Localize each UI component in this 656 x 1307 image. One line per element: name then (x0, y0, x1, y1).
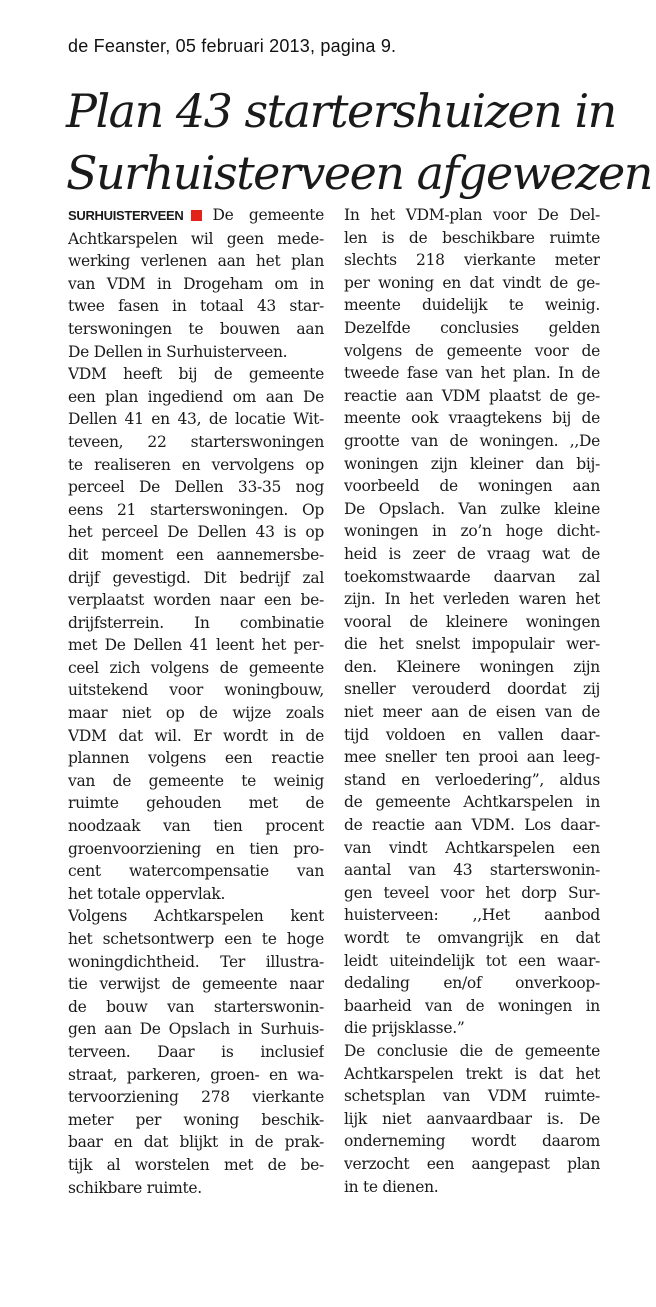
body-line: woningen in zo’n hoge dicht- (344, 522, 600, 541)
first-line (68, 204, 324, 228)
body-line: schetsplan van VDM ruimte- (344, 1087, 600, 1106)
body-line: baarheid van de woningen in (344, 996, 600, 1015)
headline-line-1: Plan 43 startershuizen in (66, 84, 616, 138)
body-line: voorbeeld de woningen aan (344, 477, 600, 496)
body-line: groenvoorziening en tien pro- (68, 839, 324, 858)
body-line: meente ook vraagtekens bij de (344, 409, 600, 428)
body-line: Dezelfde conclusies gelden (344, 318, 600, 337)
body-line: den. Kleinere woningen zijn (344, 657, 600, 676)
body-line: De Dellen in Surhuisterveen. (68, 342, 288, 361)
body-line: mee sneller ten prooi aan leeg- (344, 748, 600, 767)
body-line: verplaatst worden naar een be- (68, 591, 324, 610)
body-line: woningdichtheid. Ter illustra- (68, 952, 324, 971)
body-line: Volgens Achtkarspelen kent (68, 907, 324, 926)
body-line: onderneming wordt daarom (344, 1132, 600, 1151)
article-column-right (344, 204, 600, 1198)
body-line: VDM dat wil. Er wordt in de (68, 726, 324, 745)
body-line: terswoningen te bouwen aan (68, 319, 324, 338)
body-line: grootte van de woningen. ,,De (344, 431, 600, 450)
body-line: werking verlenen aan het plan (68, 252, 324, 271)
source-citation: de Feanster, 05 februari 2013, pagina 9. (68, 36, 397, 56)
body-line: een plan ingediend om aan De (68, 387, 324, 406)
body-line: tijd voldoen en vallen daar- (344, 725, 600, 744)
body-line: tijk al worstelen met de be- (68, 1155, 324, 1174)
body-line: drijf gevestigd. Dit bedrijf zal (68, 568, 324, 587)
body-line: noodzaak van tien procent (68, 817, 324, 836)
body-line: Achtkarspelen wil geen mede- (68, 229, 324, 248)
body-line: van de gemeente te weinig (68, 771, 324, 790)
body-line: die het snelst impopulair wer- (344, 635, 600, 654)
body-line: baar en dat blijkt in de prak- (68, 1133, 324, 1152)
body-line: die prijsklasse.” (344, 1019, 465, 1038)
body-line: met De Dellen 41 leent het per- (68, 636, 324, 655)
body-line: woningen zijn kleiner dan bij- (344, 454, 600, 473)
body-line: reactie aan VDM plaatst de ge- (344, 386, 600, 405)
body-line: dedaling en/of onverkoop- (344, 974, 600, 993)
dateline: SURHUISTERVEEN (68, 208, 184, 223)
body-line: Achtkarspelen trekt is dat het (344, 1064, 600, 1083)
body-line: eens 21 starterswoningen. Op (68, 500, 324, 519)
body-line: ruimte gehouden met de (68, 794, 324, 813)
article-headline (66, 80, 652, 204)
body-line: volgens de gemeente voor de (344, 341, 600, 360)
body-line: tervoorziening 278 vierkante (68, 1088, 324, 1107)
body-line: schikbare ruimte. (68, 1178, 202, 1197)
body-line: maar niet op de wijze zoals (68, 704, 324, 723)
body-line: dit moment een aannemersbe- (68, 545, 324, 564)
body-line: in te dienen. (344, 1177, 439, 1196)
body-line: cent watercompensatie van (68, 862, 324, 881)
body-line: te realiseren en vervolgens op (68, 455, 324, 474)
body-line: het totale oppervlak. (68, 884, 226, 903)
body-line: plannen volgens een reactie (68, 749, 324, 768)
body-line: wordt te omvangrijk en dat (344, 929, 600, 947)
body-line: slechts 218 vierkante meter (344, 251, 600, 270)
body-line: toekomstwaarde daarvan zal (344, 567, 600, 586)
body-line: de gemeente Achtkarspelen in (344, 793, 600, 812)
body-line: het perceel De Dellen 43 is op (68, 523, 324, 542)
body-line: VDM heeft bij de gemeente (68, 365, 324, 384)
body-line: niet meer aan de eisen van de (344, 703, 600, 722)
body-line: In het VDM-plan voor De Del- (344, 206, 600, 224)
body-line: leidt uiteindelijk tot een waar- (344, 951, 600, 970)
body-line: stand en verloedering”, aldus (344, 770, 600, 789)
headline-line-2: Surhuisterveen afgewezen (66, 146, 652, 200)
body-line: De Opslach. Van zulke kleine (344, 499, 600, 518)
body-line: de bouw van starterswonin- (68, 997, 324, 1016)
body-line: tie verwijst de gemeente naar (68, 975, 324, 994)
red-square-marker (191, 210, 202, 221)
body-line: het schetsontwerp een te hoge (68, 930, 324, 948)
body-line: van vindt Achtkarspelen een (344, 838, 600, 857)
body-line: zijn. In het verleden waren het (344, 590, 600, 609)
body-line: meente duidelijk te weinig. (344, 296, 600, 315)
body-line: verzocht een aangepast plan (344, 1154, 600, 1173)
body-line: De conclusie die de gemeente (344, 1041, 600, 1060)
body-line: gen aan De Opslach in Surhuis- (68, 1020, 324, 1039)
body-line: straat, parkeren, groen- en wa- (68, 1065, 324, 1084)
body-line: aantal van 43 starterswonin- (344, 861, 600, 880)
body-line: Dellen 41 en 43, de locatie Wit- (68, 410, 324, 429)
body-line: de reactie aan VDM. Los daar- (344, 816, 600, 835)
body-line: per woning en dat vindt de ge- (344, 273, 600, 292)
body-line: tweede fase van het plan. In de (344, 364, 600, 383)
first-line-text: De gemeente (212, 206, 324, 224)
body-line: perceel De Dellen 33-35 nog (68, 478, 324, 497)
body-line: meter per woning beschik- (68, 1110, 324, 1129)
article-column-left (68, 204, 324, 1199)
body-line: ceel zich volgens de gemeente (68, 658, 324, 677)
body-line: uitstekend voor woningbouw, (68, 681, 324, 700)
body-line: van VDM in Drogeham om in (68, 274, 324, 293)
body-line: sneller verouderd doordat zij (344, 680, 600, 699)
body-line: gen teveel voor het dorp Sur- (344, 883, 600, 902)
body-line: drijfsterrein. In combinatie (68, 613, 324, 632)
body-line: twee fasen in totaal 43 star- (68, 297, 324, 316)
body-line: len is de beschikbare ruimte (344, 228, 600, 247)
body-line: heid is zeer de vraag wat de (344, 544, 600, 563)
body-line: teveen, 22 starterswoningen (68, 432, 324, 451)
body-line: huisterveen: ,,Het aanbod (344, 906, 600, 925)
body-line: terveen. Daar is inclusief (68, 1042, 324, 1061)
body-line: lijk niet aanvaardbaar is. De (344, 1109, 600, 1128)
body-line: vooral de kleinere woningen (344, 612, 600, 631)
